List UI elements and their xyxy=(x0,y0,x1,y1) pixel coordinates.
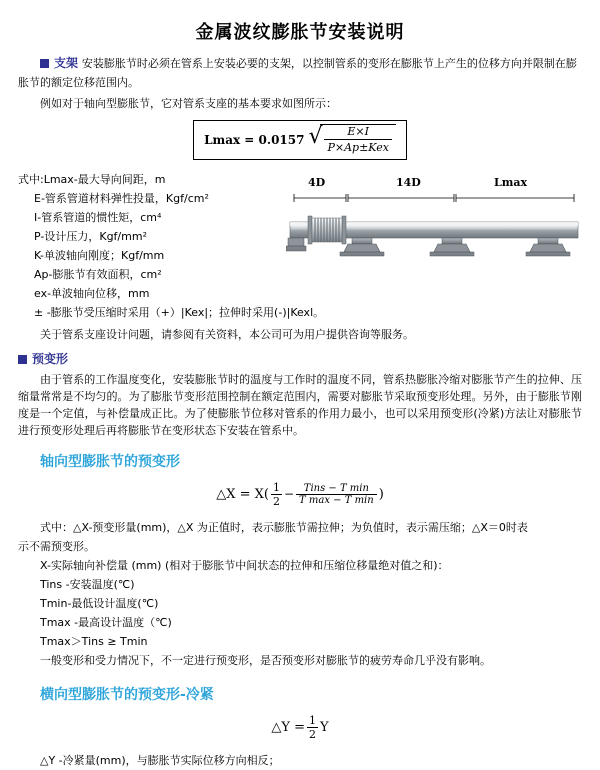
definitions-and-figure xyxy=(18,170,582,322)
equation-lateral-half-num: 1 xyxy=(309,714,316,727)
list-item: X-实际轴向补偿量 (mm) (相对于膨胀节中间状态的拉伸和压缩位移量绝对值之和)： xyxy=(40,559,449,572)
equation-lateral-half-den: 2 xyxy=(309,728,316,741)
section-heading-bracket xyxy=(18,54,582,92)
list-item: E-管系管道材料弹性投量，Kgf/cm² xyxy=(34,192,209,205)
formula-lmax-denominator: P×Ap±Kex xyxy=(327,141,389,154)
equation-axial-ratio-den: T max − T min xyxy=(299,495,374,506)
list-item: I-管系管道的惯性矩，cm⁴ xyxy=(34,211,162,224)
subheading-axial-predeform: 轴向型膨胀节的预变形 xyxy=(40,454,180,470)
list-item: Tins -安装温度(℃) xyxy=(40,578,135,591)
formula-lmax-box xyxy=(193,120,407,160)
lateral-predeform-notes xyxy=(18,751,582,770)
equation-axial-rhs: ) xyxy=(378,487,384,502)
list-item: P-设计压力，Kgf/mm² xyxy=(34,230,147,243)
expansion-joint-diagram-icon xyxy=(286,192,582,292)
blue-square-bullet-icon xyxy=(40,59,49,68)
list-item: K-单波轴向刚度；Kgf/mm xyxy=(34,249,165,262)
list-item: △Y -冷紧量(mm)，与膨胀节实际位移方向相反； xyxy=(40,754,280,767)
section-bracket-body: 安装膨胀节时必须在管系上安装必要的支架，以控制管系的变形在膨胀节上产生的位移方向并限制在膨胀节的额定位移范围内。 xyxy=(18,57,577,89)
figure-labels xyxy=(286,176,582,192)
page-title: 金属波纹膨胀节安装说明 xyxy=(195,22,405,43)
formula-lmax xyxy=(18,120,582,160)
equation-axial-minus: − xyxy=(283,487,295,501)
sqrt-icon xyxy=(308,125,395,155)
list-item: 示不需预变形。 xyxy=(18,540,95,553)
figure-label-4d: 4D xyxy=(308,176,326,189)
equation-lateral-rhs: Y xyxy=(320,720,329,735)
equation-axial-predeform xyxy=(18,481,582,508)
figure-label-14d: 14D xyxy=(396,176,421,189)
list-item: 式中：△X-预变形量(mm)，△X 为正值时，表示膨胀节需拉伸；为负值时，表示需压缩；△X＝0时表 xyxy=(40,521,528,534)
equation-axial-ratio xyxy=(296,483,377,506)
section-predeform-body: 由于管系的工作温度变化，安装膨胀节时的温度与工作时的温度不同，管系热膨胀冷缩对膨胀节产生的拉伸、压缩量常常是不均匀的。为了膨胀节变形范围控制在额定范围内，需要对膨胀节采取预变形处理。另外，由于膨胀节刚度是一个定值，与补偿量成正比。为了使膨胀节位移对管系的作用力最小，也可以采用预变形(冷紧)方法让对膨胀节进行预变形处理后再将膨胀节在变形状态下安装在管系中。 xyxy=(18,373,582,437)
support-design-note: 关于管系支座设计问题，请参阅有关资料，本公司可为用户提供咨询等服务。 xyxy=(40,328,414,341)
list-item: Tmax＞Tins ≥ Tmin xyxy=(40,635,148,648)
equation-lateral-lhs: △Y = xyxy=(271,720,305,735)
equation-axial-lhs: △X = X( xyxy=(216,487,269,502)
axial-predeform-notes xyxy=(18,518,582,670)
blue-square-bullet-icon xyxy=(18,355,27,364)
equation-axial-half-den: 2 xyxy=(272,495,280,508)
formula-lmax-fraction xyxy=(320,124,395,154)
formula-lmax-lhs: Lmax = 0.0157 xyxy=(204,133,305,147)
section-heading-predeform-label: 预变形 xyxy=(32,352,69,366)
list-item: 一般变形和受力情况下，不一定进行预变形，是否预变形对膨胀节的疲劳寿命几乎没有影响。 xyxy=(40,654,491,667)
formula-lmax-numerator: √ E×I xyxy=(324,125,391,140)
equation-axial-half xyxy=(271,481,282,508)
subheading-lateral-predeform: 横向型膨胀节的预变形-冷紧 xyxy=(40,687,214,703)
list-item: ex-单波轴向位移，mm xyxy=(34,287,150,300)
piping-support-figure xyxy=(286,176,582,294)
list-item: ± -膨胀节受压缩时采用（+）|Kex|；拉伸时采用(-)|Kexl。 xyxy=(34,306,325,319)
section-heading-bracket-label: 支架 xyxy=(54,56,79,70)
list-item: 式中:Lmax-最大导向间距，m xyxy=(18,173,166,186)
list-item: Tmin-最低设计温度(℃) xyxy=(40,597,159,610)
equation-axial-ratio-num: Tins − T min xyxy=(296,483,377,495)
section-heading-predeform xyxy=(18,350,582,368)
list-item: Tmax -最高设计温度（℃) xyxy=(40,616,172,629)
figure-label-lmax: Lmax xyxy=(494,176,528,189)
equation-axial-half-num: 1 xyxy=(272,481,280,494)
section-bracket-example: 例如对于轴向型膨胀节，它对管系支座的基本要求如图所示： xyxy=(40,97,337,110)
list-item: Ap-膨胀节有效面积，cm² xyxy=(34,268,162,281)
